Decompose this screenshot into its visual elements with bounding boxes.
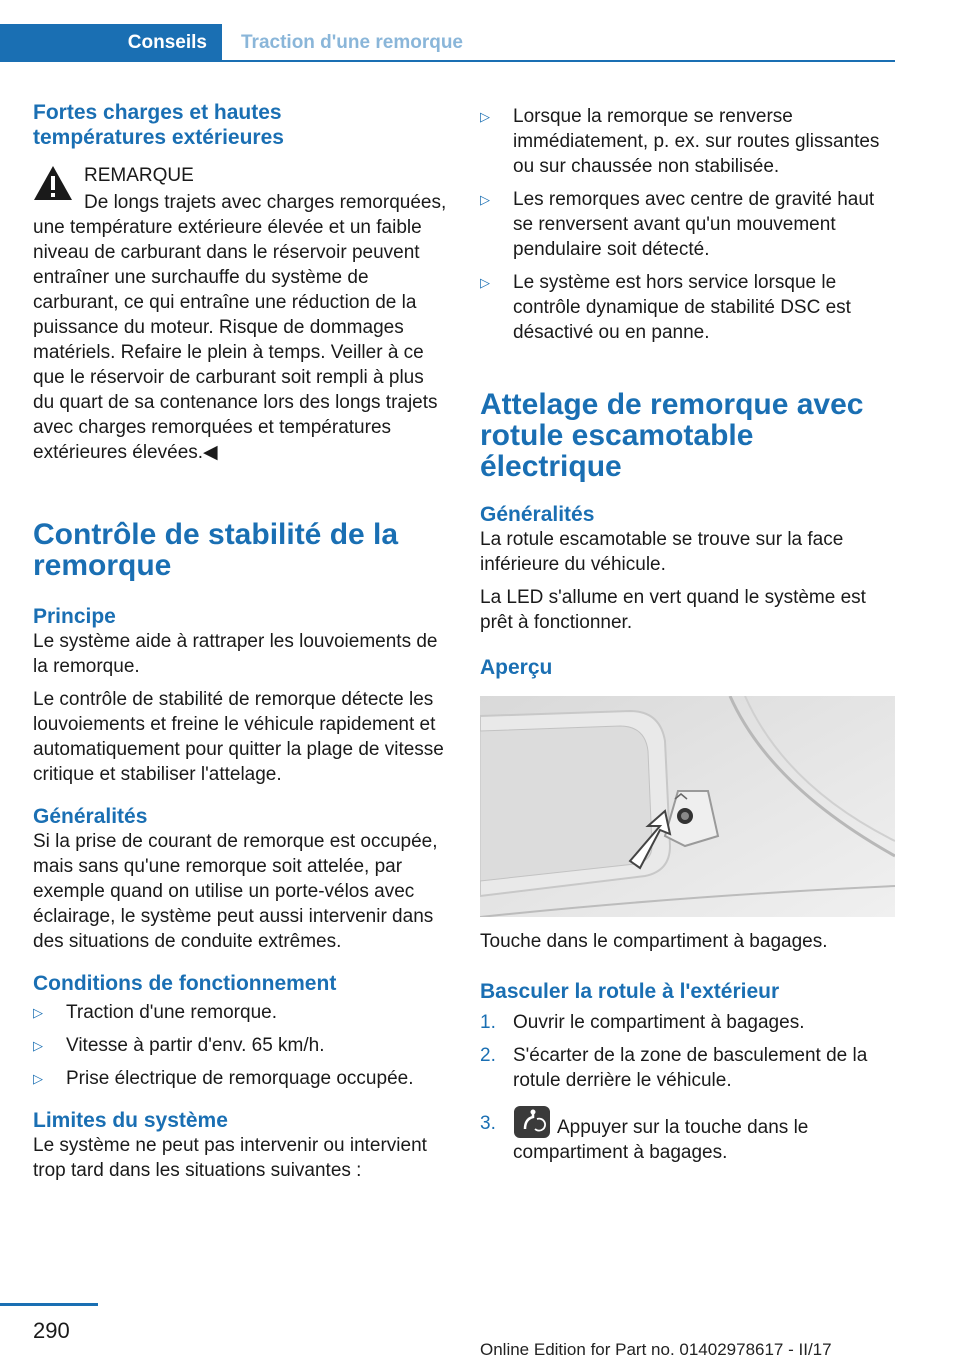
heading-apercu: Aperçu (480, 656, 553, 679)
heading-generalites-left: Généralités (33, 805, 148, 828)
bullet-triangle-icon: ▷ (33, 1038, 43, 1053)
tow-hitch-button-icon (513, 1105, 551, 1139)
heading-principe: Principe (33, 605, 116, 628)
heading-controle-stabilite: Contrôle de stabilité de la remorque (33, 518, 399, 582)
heading-attelage: Attelage de remorque avec rotule escamotable électrique (480, 388, 864, 483)
list-item: 1. Ouvrir le compartiment à bagages. (480, 1012, 805, 1033)
tab-traction-remorque[interactable]: Traction d'une remorque (241, 32, 463, 53)
warning-text: De longs trajets avec charges remorquées, une température extérieure élevée et un faible niveau de carburant dans le réservoir peuvent entraîner une surchauffe du système de carburant, ce qui entraîne une réduction de la puissance du moteur. Risque de dommages matériels. Refaire le plein à temps. Veiller à ce que le réservoir de carburant soit rempli à plus du quart de sa contenance lors des longs trajets avec charges remorquées et températures extérieures élevées.◀ (33, 192, 447, 463)
bullet-triangle-icon: ▷ (480, 275, 490, 290)
warning-block (33, 163, 448, 465)
list-item: ▷ Prise électrique de remorquage occupée. (33, 1068, 414, 1089)
tab-conseils[interactable]: Conseils (0, 24, 222, 62)
principe-paragraph-1: Le système aide à rattraper les louvoiements de la remorque. (33, 631, 438, 677)
heading-basculer: Basculer la rotule à l'extérieur (480, 980, 780, 1003)
heading-limites: Limites du système (33, 1109, 228, 1132)
generalites-paragraph: Si la prise de courant de remorque est occupée, mais sans qu'une remorque soit attelée, par exemple quand on utilise un porte-vélos avec éclairage, le système peut aussi intervenir dans des situations de conduite extrêmes. (33, 831, 438, 952)
photo-caption: Touche dans le compartiment à bagages. (480, 931, 828, 952)
bullet-triangle-icon: ▷ (33, 1005, 43, 1020)
list-item: ▷ Vitesse à partir d'env. 65 km/h. (33, 1035, 325, 1056)
steps-list (480, 1010, 895, 1165)
heading-generalites-right: Généralités (480, 503, 595, 526)
trunk-button-photo (480, 696, 895, 917)
list-item: ▷ Le système est hors service lorsque le contrôle dynamique de stabilité DSC est désactivé ou en panne. (480, 272, 851, 343)
header-bar (0, 0, 895, 62)
list-item: ▷ Lorsque la remorque se renverse immédiatement, p. ex. sur routes glissantes ou sur chaussée non stabilisée. (480, 106, 880, 177)
bullet-triangle-icon: ▷ (480, 192, 490, 207)
generalites-paragraph-2: La LED s'allume en vert quand le système est prêt à fonctionner. (480, 587, 866, 633)
limites-paragraph: Le système ne peut pas intervenir ou intervient trop tard dans les situations suivantes : (33, 1135, 427, 1181)
list-item: 2. S'écarter de la zone de basculement de la rotule derrière le véhicule. (480, 1045, 868, 1091)
page-number: 290 (33, 1318, 70, 1343)
header-divider (0, 60, 895, 62)
bullet-triangle-icon: ▷ (33, 1071, 43, 1086)
list-item: ▷ Traction d'une remorque. (33, 1002, 277, 1023)
left-column (33, 100, 448, 1183)
edition-text: Online Edition for Part no. 01402978617 - II/17 (480, 1340, 832, 1359)
list-item: 3. Appuyer sur la touche dans le compartiment à bagages. (480, 1105, 895, 1165)
warning-title: REMARQUE (84, 165, 194, 186)
conditions-list (33, 1000, 448, 1091)
bullet-triangle-icon: ▷ (480, 109, 490, 124)
limites-list (480, 104, 895, 345)
footer-divider (0, 1303, 98, 1306)
right-column (480, 104, 895, 1165)
warning-triangle-icon (33, 165, 73, 201)
principe-paragraph-2: Le contrôle de stabilité de remorque détecte les louvoiements et freine le véhicule rapidement et automatiquement pour quitter la plage de vitesse critique et stabiliser l'attelage. (33, 689, 444, 785)
list-item: ▷ Les remorques avec centre de gravité haut se renversent avant qu'un mouvement pendulaire soit détecté. (480, 189, 875, 260)
heading-fortes-charges: Fortes charges et hautes températures extérieures (33, 101, 284, 149)
generalites-paragraph-1: La rotule escamotable se trouve sur la face inférieure du véhicule. (480, 529, 844, 575)
heading-conditions: Conditions de fonctionnement (33, 972, 337, 995)
